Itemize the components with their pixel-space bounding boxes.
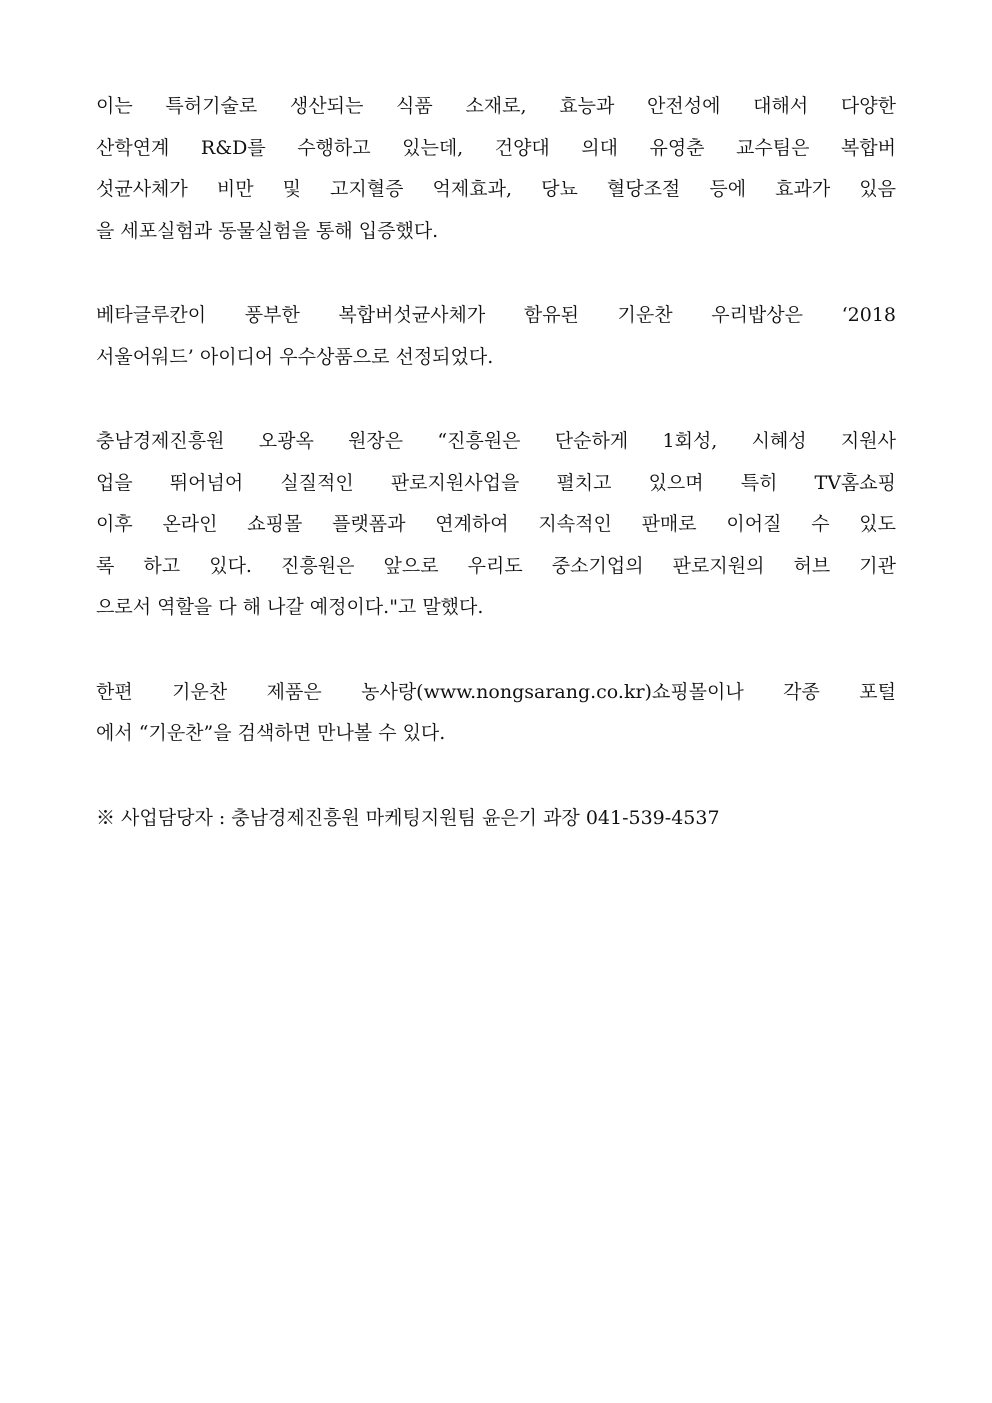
text-line: 이후 온라인 쇼핑몰 플랫폼과 연계하여 지속적인 판매로 이어질 수 있도 (96, 513, 896, 535)
paragraph-quote (96, 421, 896, 629)
text-line: 베타글루칸이 풍부한 복합버섯균사체가 함유된 기운찬 우리밥상은 ‘2018 (96, 304, 896, 326)
text-line: 서울어워드’ 아이디어 우수상품으로 선정되었다. (96, 345, 494, 368)
text-line: 섯균사체가 비만 및 고지혈증 억제효과, 당뇨 혈당조절 등에 효과가 있음 (96, 178, 896, 200)
contact-line: ※ 사업담당자 : 충남경제진흥원 마케팅지원팀 윤은기 과장 041-539-4537 (96, 806, 720, 829)
paragraph-gap (96, 378, 896, 421)
document-body (96, 86, 896, 839)
text-line: 산학연계 R&D를 수행하고 있는데, 건양대 의대 유영춘 교수팀은 복합버 (96, 136, 896, 159)
paragraph-award (96, 295, 896, 378)
paragraph-efficacy (96, 86, 896, 252)
text-line: 으로서 역할을 다 해 나갈 예정이다."고 말했다. (96, 596, 484, 618)
text-line: 충남경제진흥원 오광옥 원장은 “진흥원은 단순하게 1회성, 시혜성 지원사 (96, 430, 896, 452)
text-line: 에서 “기운찬”을 검색하면 만나볼 수 있다. (96, 722, 446, 744)
text-line: 이는 특허기술로 생산되는 식품 소재로, 효능과 안전성에 대해서 다양한 (96, 95, 896, 117)
contact-paragraph (96, 798, 896, 840)
paragraph-purchase (96, 672, 896, 755)
text-line: 록 하고 있다. 진흥원은 앞으로 우리도 중소기업의 판로지원의 허브 기관 (96, 554, 896, 577)
text-line: 을 세포실험과 동물실험을 통해 입증했다. (96, 219, 439, 242)
text-line: 업을 뛰어넘어 실질적인 판로지원사업을 펼치고 있으며 특히 TV홈쇼핑 (96, 471, 896, 494)
paragraph-gap (96, 252, 896, 295)
paragraph-gap (96, 755, 896, 798)
text-line: 한편 기운찬 제품은 농사랑(www.nongsarang.co.kr)쇼핑몰이나 각종 포털 (96, 680, 896, 703)
paragraph-gap (96, 629, 896, 672)
